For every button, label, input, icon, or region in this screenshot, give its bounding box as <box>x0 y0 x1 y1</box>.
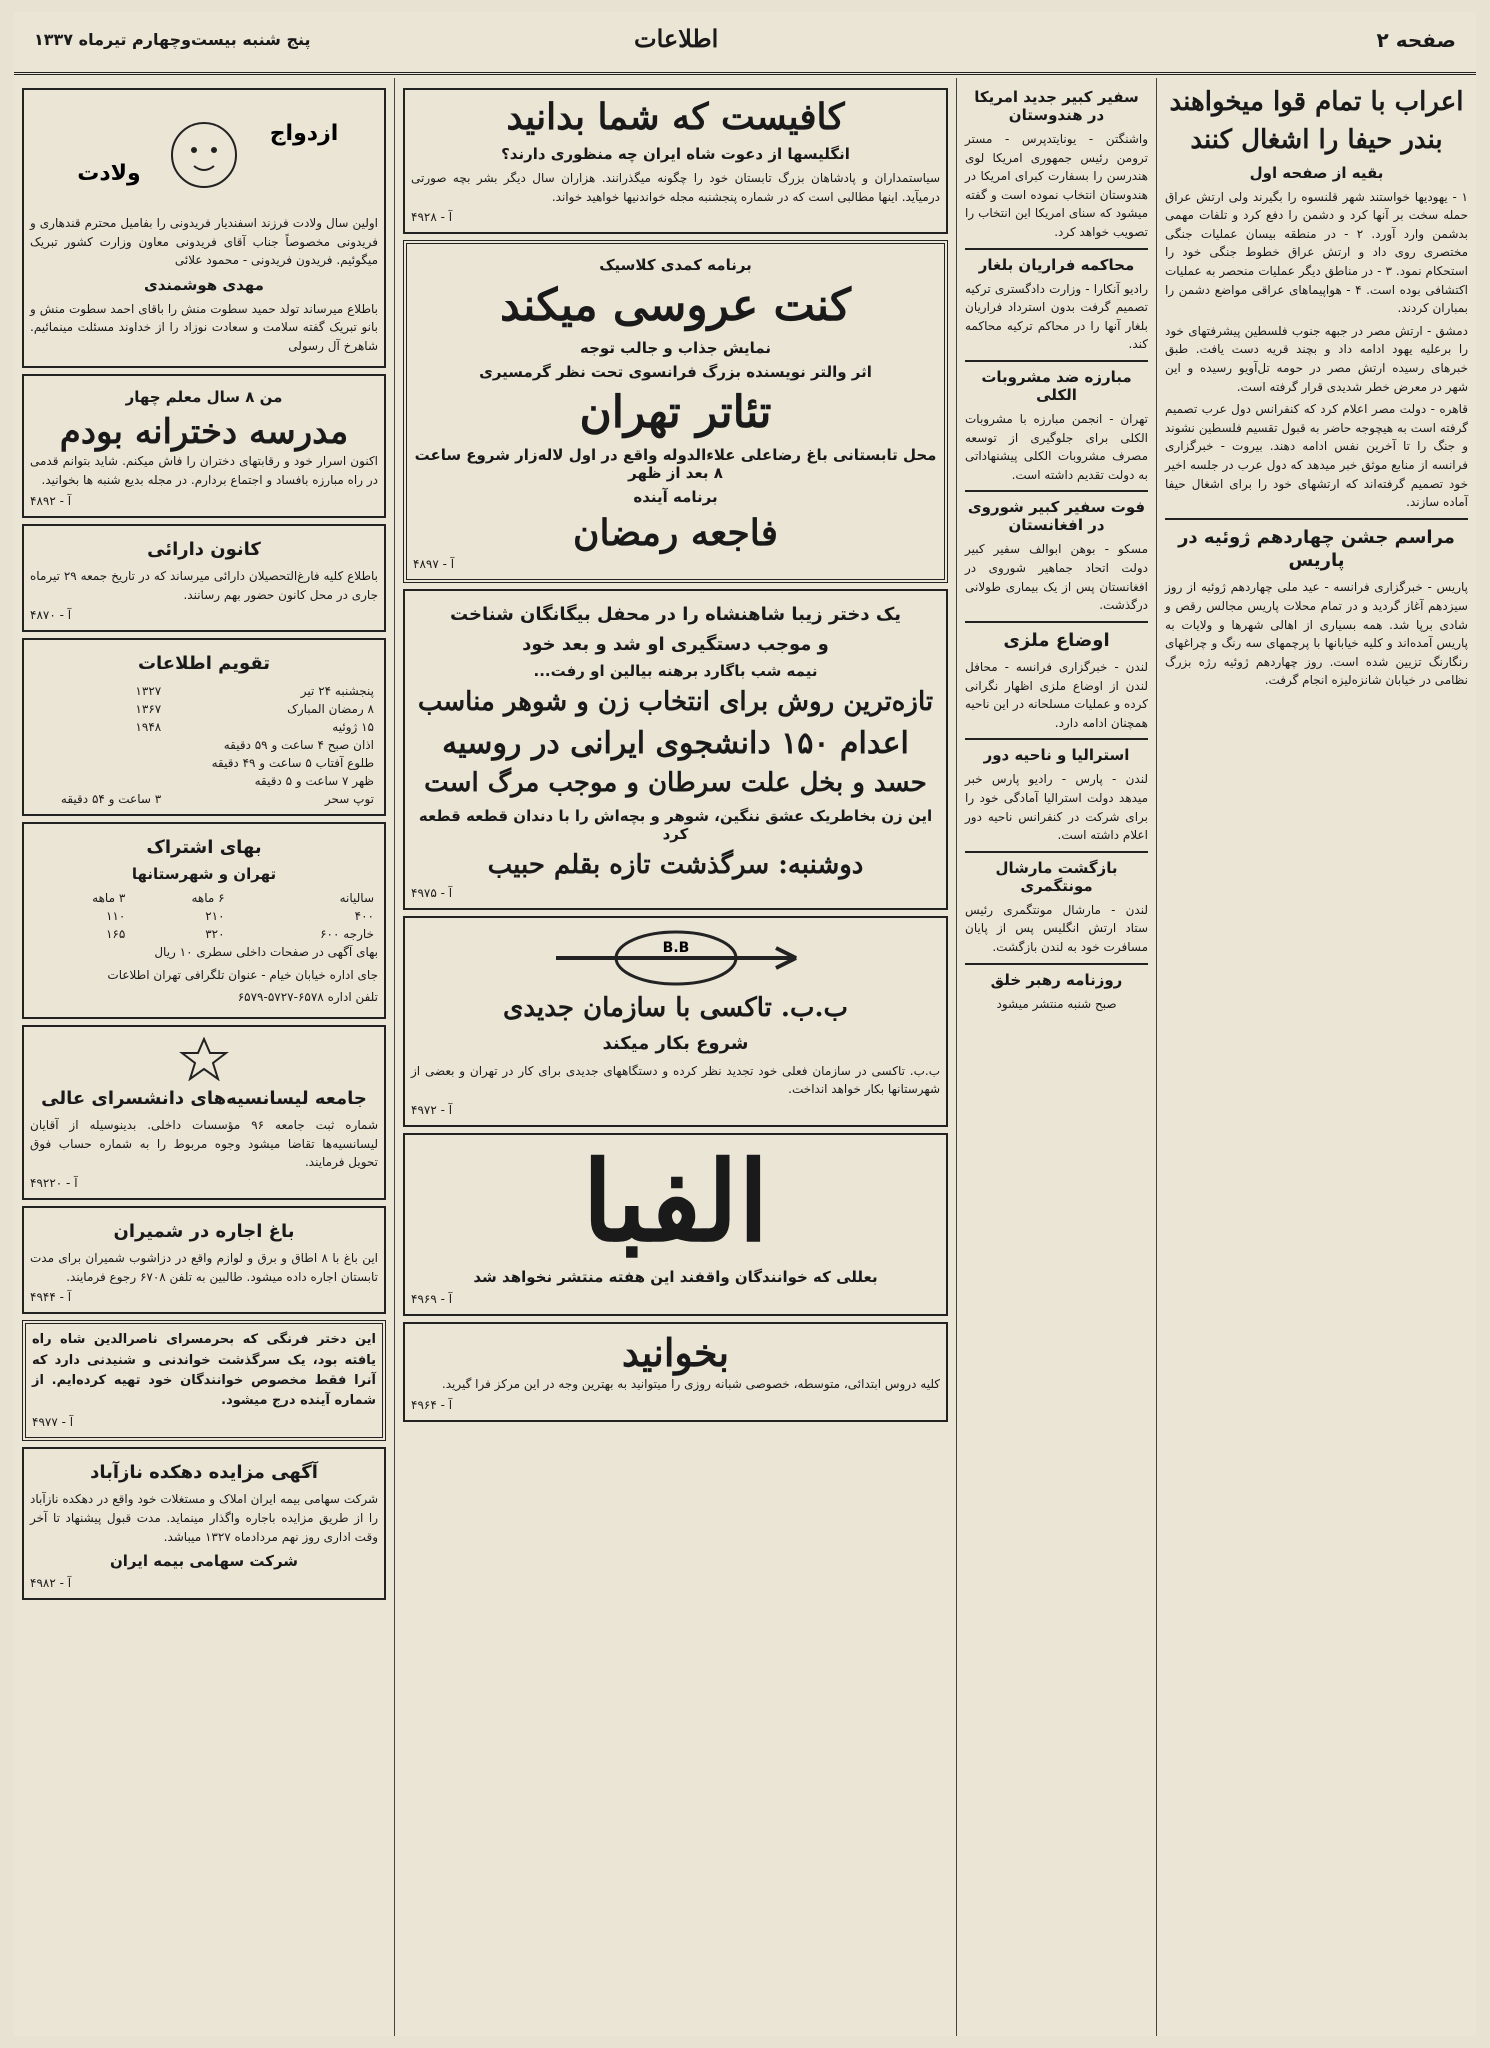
subscription-phone: تلفن اداره ۶۵۷۸-۵۷۲۷-۶۵۷۹ <box>237 990 378 1005</box>
brief-title: سفیر کبیر جدید امریکا در هندوستان <box>974 88 1139 124</box>
divider <box>965 738 1148 740</box>
table-cell: ۳ ماهه <box>92 890 126 905</box>
ad-taxi <box>403 916 948 1126</box>
ad-subtitle: بعللی که خوانندگان واقفند این هفته منتشر نخواهد شد <box>473 1267 878 1286</box>
calendar-title: تقویم اطلاعات <box>137 653 271 675</box>
taxi-logo-text: B.B <box>662 940 689 957</box>
notice-name: مهدی هوشمندی <box>144 275 264 294</box>
table-cell: ۱۹۴۸ <box>135 719 162 734</box>
ad-subtitle: شروع بکار میکند <box>602 1033 749 1055</box>
story-notice <box>22 1320 386 1441</box>
headline-1: اعراب با تمام قوا میخواهند <box>1169 87 1464 117</box>
table-row <box>30 889 378 907</box>
ad-body: اکنون اسرار خود و رقابتهای دختران را فاش میکنم. شاید بتوانم قدمی در راه مبارزه بافساد و اجتماع بردارم. در مجله بدیع شنبه ها بخوانید. <box>30 454 378 487</box>
subscription-table <box>30 889 378 943</box>
table-cell: ۳ ساعت و ۵۴ دقیقه <box>60 791 162 806</box>
ad-read <box>403 1322 948 1422</box>
ad-line: حسد و بخل علت سرطان و موجب مرگ است <box>424 767 927 798</box>
table-row <box>30 772 378 790</box>
table-cell: ۱۶۵ <box>105 926 126 941</box>
table-cell: ۱۳۲۷ <box>135 683 162 698</box>
table-cell: پنجشنبه ۲۴ تیر <box>300 683 374 698</box>
article-body: دمشق - ارتش مصر در جبهه جنوب فلسطین پیشرفتهای خود را برعلیه یهود ادامه داد و بچند قریه دست یافت. طبق خبرهای رسیده ارتش مصر در حومه تل‌آویو رسیده و این شهر در معرض خطر شدیدی قرار گرفته است. <box>1165 323 1468 394</box>
notice-signature: شرکت سهامی بیمه ایران <box>109 1552 299 1571</box>
table-row <box>30 790 378 808</box>
notice-body: شرکت سهامی بیمه ایران املاک و مستغلات خود واقع در دهکده نازآباد را از طریق مزایده باجاره واگذار مینماید. مدت قبول پیشنهاد تا آخر وقت اداری روز نهم مردادماه ۱۳۲۷ میباشد. <box>30 1492 378 1544</box>
ad-subtitle: نمایش جذاب و جالب توجه <box>580 339 771 358</box>
ad-theater <box>403 240 948 583</box>
ad-code: آ - ۴۸۹۲ <box>30 493 72 508</box>
divider <box>965 248 1148 250</box>
rent-notice <box>22 1206 386 1315</box>
ad-theater-name: تئاتر تهران <box>579 387 772 439</box>
column-briefs <box>956 78 1156 2036</box>
subscription-title: بهای اشتراک <box>146 836 262 858</box>
table-cell <box>30 754 165 772</box>
masthead <box>14 12 1476 75</box>
table-cell: ۴۰۰ <box>354 908 374 923</box>
article-body: ۱ - یهودیها خواستند شهر قلنسوه را بگیرند ولی ارتش عراق حمله سخت بر آنها کرد و دشمن را دفع کرد و تلفات مهمی بدشمن وارد آورد. ۲ - در منطقه بیسان عملیات جنگی مختصری روی داد و ارتش عراق خطوط جنگی خود را استحکام نمود. ۳ - در مناطق دیگر عملیات منحصر به عملیات اکتشافی بوده است. ۴ - هواپیماهای عراقی مواضع دشمن را بمباران کردند. <box>1165 189 1469 316</box>
ad-code: آ - ۴۸۷۰ <box>30 608 72 623</box>
newspaper-name: اطلاعات <box>634 24 719 53</box>
divider <box>965 360 1148 362</box>
table-cell <box>30 736 165 754</box>
notice-title: آگهی مزایده دهکده نازآباد <box>90 1462 318 1483</box>
table-row <box>30 736 378 754</box>
auction-notice <box>22 1447 386 1600</box>
ad-location: محل تابستانی باغ رضاعلی علاء‌الدوله واقع در اول لاله‌زار شروع ساعت ۸ بعد از ظهر <box>414 445 937 482</box>
divider <box>965 963 1148 965</box>
kanoon-notice <box>22 524 386 633</box>
ad-line: تازه‌ترین روش برای انتخاب زن و شوهر مناسب <box>417 686 934 717</box>
notice-title: کانون دارائی <box>147 538 261 560</box>
notice-body: باطلاع میرساند تولد حمید سطوت منش را باقای احمد سطوت منش و بانو تبریک گفته سلامت و سعادت نوزاد را از خداوند مسئلت مینمائیم. شاهرخ آل رسولی <box>30 301 378 353</box>
page-number: صفحه ۲ <box>1376 28 1456 52</box>
ad-body: سیاستمداران و پادشاهان بزرگ تابستان خود را چگونه میگذرانند. هزاران سال دیگر بشر بچه صورتی درمیآید. اینها مطالبی است که در شماره پنجشنبه مجله خواندنیها خواهید خواند. <box>411 171 940 204</box>
column-main-news <box>1156 78 1476 2036</box>
ad-code: آ - ۴۸۹۷ <box>413 557 455 572</box>
table-row <box>30 718 378 736</box>
ad-title: ب.ب. تاکسی با سازمان جدیدی <box>503 993 848 1024</box>
star-emblem-icon <box>174 1037 234 1081</box>
ad-code: آ - ۴۹۷۷ <box>32 1415 74 1429</box>
brief-body: لندن - پارس - رادیو پارس خبر میدهد دولت استرالیا آمادگی خود را برای شرکت در کنفرانس ناحیه دور اعلام داشته است. <box>965 772 1148 843</box>
table-row <box>30 754 378 772</box>
table-cell: سالیانه <box>339 890 374 905</box>
divider <box>965 851 1148 853</box>
subscription-address: جای اداره خیابان خیام - عنوان تلگرافی تهران اطلاعات <box>107 967 378 982</box>
issue-date: پنج شنبه بیست‌وچهارم تیرماه ۱۳۳۷ <box>34 30 311 49</box>
notice-body: این دختر فرنگی که بحرمسرای ناصرالدین شاه راه یافته بود، یک سرگذشت خواندنی و شنیدنی دارد که آنرا فقط مخصوص خوانندگان خود تهیه کرده‌ایم. از شماره آینده درج میشود. <box>32 1332 376 1408</box>
divider <box>1165 518 1468 520</box>
divider <box>965 621 1148 623</box>
subscription-note: بهای آگهی در صفحات داخلی سطری ۱۰ ریال <box>154 944 378 959</box>
brief-body: لندن - مارشال مونتگمری رئیس ستاد ارتش انگلیس پس از پایان مسافرت خود به لندن بازگشت. <box>965 902 1148 955</box>
ad-alefba <box>403 1133 948 1316</box>
ad-next: برنامه آینده <box>633 487 718 506</box>
subscription-box <box>22 822 386 1019</box>
ad-subtitle: انگلیسها از دعوت شاه ایران چه منظوری دارند؟ <box>501 145 850 164</box>
brief-title: مبارزه ضد مشروبات الکلی <box>981 367 1132 404</box>
brief-title: اوضاع ملزی <box>1003 629 1110 651</box>
brief-body: تهران - انجمن مبارزه با مشروبات الکلی برای جلوگیری از توسعه مصرف مشروبات الکلی پیشنهاداتی به دولت تقدیم داشته است. <box>965 411 1148 482</box>
ad-title: بخوانید <box>621 1329 730 1375</box>
ad-body: کلیه دروس ابتدائی، متوسطه، خصوصی شبانه روزی را میتوانید به بهترین وجه در این مرکز فرا گیرید. <box>441 1377 940 1392</box>
table-cell: ظهر ۷ ساعت و ۵ دقیقه <box>254 773 374 788</box>
ad-magazine <box>403 589 948 910</box>
continued-note: بقیه از صفحه اول <box>1249 163 1384 182</box>
calendar-table <box>30 682 378 808</box>
headline-paris: مراسم جشن چهاردهم ژوئیه در پاریس <box>1178 526 1455 572</box>
column-notices <box>14 78 394 2036</box>
table-cell <box>30 772 165 790</box>
article-body: پاریس - خبرگزاری فرانسه - عید ملی چهاردهم ژوئیه از روز سیزدهم آغاز گردید و در تمام محلات پاریس مجالس رقص و شادی برپا شد. همه بسیاری از اهالی شهرها و ولایات به پاریس آمده‌اند و کلیه خیابانها با پرچمهای سه رنگ و چراغهای رنگارنگ تزیین شده است. روز چهاردهم ژوئیه رژه بزرگ نظامی در خیابان شانزه‌لیزه انجام گرفت. <box>1165 580 1468 688</box>
brief-body: رادیو آنکارا - وزارت دادگستری ترکیه تصمیم گرفت بدون استرداد فراریان بلغار آنها را در محاکم ترکیه محاکمه کند. <box>965 281 1148 352</box>
ad-line: دوشنبه: سرگذشت تازه بقلم حبیب <box>487 849 864 880</box>
table-cell: اذان صبح ۴ ساعت و ۵۹ دقیقه <box>223 737 374 752</box>
article-body: قاهره - دولت مصر اعلام کرد که کنفرانس دول عرب تصمیم گرفته است به هیچوجه حاضر به قبول تقسیم فلسطین نشوند و جنگ را تا آخرین نفس ادامه دهند. بیروت - خبرگزاری فرانسه از منابع موثق خبر میدهد که دول عرب در جلسه اخیر خود تصمیم گرفته‌اند که ارتشهای خود را برای اشغال حیفا آماده سازند. <box>1165 402 1468 510</box>
divider <box>965 490 1148 492</box>
brief-body: صبح شنبه منتشر میشود <box>996 996 1117 1011</box>
ad-code: آ - ۴۹۸۲ <box>30 1576 72 1591</box>
ad-title: مدرسه دخترانه بودم <box>59 411 349 452</box>
taxi-logo-icon <box>546 928 806 988</box>
table-cell: ۱۳۶۷ <box>135 701 162 716</box>
brief-body: لندن - خبرگزاری فرانسه - محافل لندن از اوضاع ملزی اظهار نگرانی کرده و عملیات مسلحانه در این ناحیه همچنان ادامه دارد. <box>965 660 1148 730</box>
ad-code: آ - ۴۹۴۴ <box>30 1290 72 1305</box>
birth-title-birth: ولادت <box>77 161 141 186</box>
notice-body: شماره ثبت جامعه ۹۶ مؤسسات داخلی. بدینوسیله از آقایان لیسانسیه‌ها تقاضا میشود وجوه مربوط را به شماره حساب فوق تحویل فرمایند. <box>30 1118 378 1170</box>
notice-body: اولین سال ولادت فرزند اسفندیار فریدونی را بفامیل محترم قندهاری و فریدونی مخصوصاً جناب آقای فریدونی معاون وزارت کشور تبریک میگوئیم. فریدون فریدونی - محمود علائی <box>30 216 378 268</box>
notice-body: این باغ با ۸ اطاق و برق و لوازم واقع در دزاشوب شمیران برای مدت تابستان اجاره داده میشود. طالبین به تلفن ۶۷۰۸ رجوع فرمایند. <box>30 1251 379 1284</box>
table-cell: ۶ ماهه <box>191 890 225 905</box>
table-cell: خارجه ۶۰۰ <box>320 926 374 941</box>
brief-title: استرالیا و ناحیه دور <box>983 746 1130 765</box>
table-cell: ۳۲۰ <box>205 926 225 941</box>
university-notice <box>22 1025 386 1200</box>
ad-line: نیمه شب باگارد برهنه بیالین او رفت... <box>533 661 818 680</box>
calendar-box <box>22 638 386 815</box>
ad-next-title: فاجعه رمضان <box>573 511 778 554</box>
table-cell: ۱۱۰ <box>105 908 126 923</box>
ad-line: اعدام ۱۵۰ دانشجوی ایرانی در روسیه <box>442 725 909 761</box>
table-row <box>30 682 378 700</box>
table-cell: ۱۵ ژوئیه <box>332 719 374 734</box>
table-cell: ۸ رمضان المبارک <box>287 701 374 716</box>
ad-code: آ - ۴۹۶۹ <box>411 1291 453 1306</box>
table-cell: توپ سحر <box>324 791 374 806</box>
notice-title: باغ اجاره در شمیران <box>113 1220 295 1242</box>
notice-title: جامعه لیسانسیه‌های دانشسرای عالی <box>41 1087 367 1109</box>
table-cell: طلوع آفتاب ۵ ساعت و ۴۹ دقیقه <box>211 755 374 770</box>
ad-code: آ - ۴۹۲۸ <box>411 210 453 225</box>
ad-line: اثر والتر نویسنده بزرگ فرانسوی تحت نظر گرمسیری <box>479 363 872 382</box>
brief-title: محاکمه فراریان بلغار <box>978 255 1135 274</box>
ad-title: کافیست که شما بدانید <box>506 96 845 138</box>
table-row <box>30 700 378 718</box>
headline-2: بندر حیفا را اشغال کنند <box>1190 124 1443 155</box>
brief-body: مسکو - بوهن ابوالف سفیر کبیر دولت اتحاد جماهیر شوروی در افغانستان پس از یک بیماری طولانی درگذشت. <box>965 542 1148 613</box>
newspaper-page <box>14 12 1476 2036</box>
brief-title: روزنامه رهبر خلق <box>990 970 1123 989</box>
birth-notice <box>22 88 386 368</box>
ad-line: یک دختر زیبا شاهنشاه را در محفل بیگانگان شناخت <box>449 604 902 626</box>
table-row <box>30 907 378 925</box>
ad-code: آ - ۴۹۷۵ <box>411 886 453 901</box>
ad-khandaniha <box>403 88 948 234</box>
ad-code: آ - ۴۹۷۲ <box>411 1102 453 1117</box>
ad-title: کنت عروسی میکند <box>500 280 851 332</box>
notice-body: باطلاع کلیه فارغ‌التحصیلان دارائی میرساند که در تاریخ جمعه ۲۹ تیرماه جاری در محل کانون حضور بهم رسانند. <box>30 568 378 602</box>
ad-pretitle: من ۸ سال معلم چهار <box>125 387 283 406</box>
brief-body: واشنگتن - یونایتدپرس - مستر ترومن رئیس جمهوری امریکا لوی هندرسن را بسفارت کبرای امریکا در هندوستان انتخاب نموده است و گفته میشود که سنای امریکا این انتخاب را تصویب خواهد کرد. <box>965 132 1148 239</box>
school-ad <box>22 374 386 518</box>
ad-line: این زن بخاطریک عشق ننگین، شوهر و بچه‌اش را با دندان قطعه قطعه کرد <box>418 806 933 843</box>
table-cell: ۲۱۰ <box>205 908 225 923</box>
table-row <box>30 925 378 943</box>
ad-code: آ - ۴۹۶۴ <box>411 1397 453 1412</box>
birth-title-marriage: ازدواج <box>269 121 339 146</box>
ad-code: آ - ۴۹۲۲۰ <box>30 1175 78 1190</box>
ad-pretitle: برنامه کمدی کلاسیک <box>599 256 752 275</box>
ad-title: الفبا <box>582 1136 769 1266</box>
column-ads <box>394 78 956 2036</box>
ad-line: و موجب دستگیری او شد و بعد خود <box>522 633 829 655</box>
ad-body: ب.ب. تاکسی در سازمان فعلی خود تجدید نظر کرده و دستگاههای جدیدی برای کار در تهران و بعضی از شهرستانها بکار خواهد انداخت. <box>411 1063 940 1097</box>
brief-title: بازگشت مارشال مونتگمری <box>995 858 1118 895</box>
baby-illustration-icon <box>54 100 354 210</box>
subscription-subtitle: تهران و شهرستانها <box>131 864 277 883</box>
brief-title: فوت سفیر کبیر شوروی در افغانستان <box>967 498 1146 535</box>
